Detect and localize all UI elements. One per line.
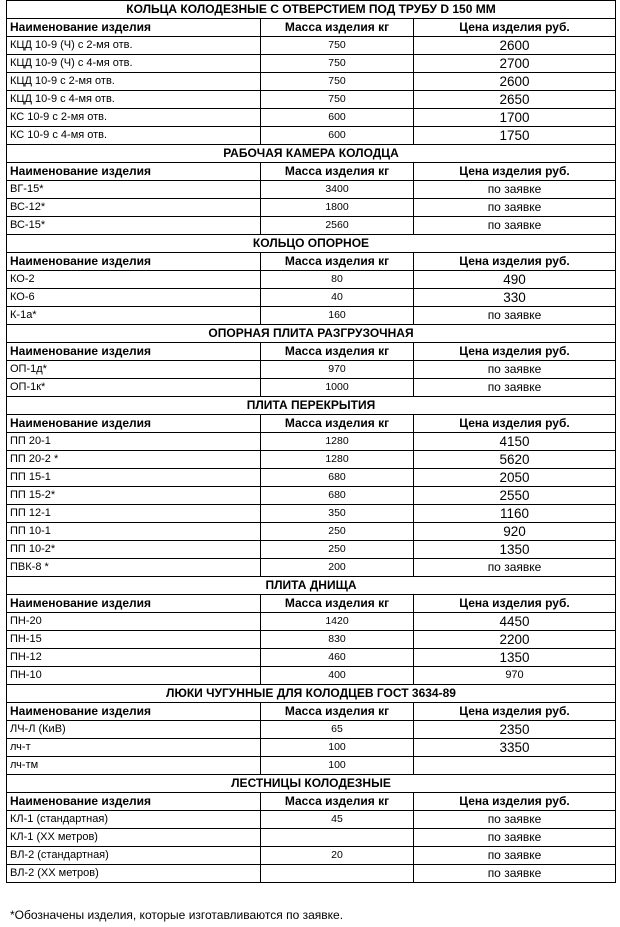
- column-header-price: Цена изделия руб.: [414, 703, 616, 721]
- product-mass: 1280: [261, 433, 414, 451]
- product-name: ПН-15: [7, 631, 261, 649]
- table-row: [7, 73, 616, 91]
- product-name: ПН-12: [7, 649, 261, 667]
- section-title-row: [7, 1, 616, 19]
- column-header-price: Цена изделия руб.: [414, 343, 616, 361]
- table-row: [7, 379, 616, 397]
- product-price: 970: [414, 667, 616, 685]
- table-row: [7, 847, 616, 865]
- column-header-name: Наименование изделия: [7, 793, 261, 811]
- table-row: [7, 181, 616, 199]
- product-price: 4150: [414, 433, 616, 451]
- column-header-name: Наименование изделия: [7, 253, 261, 271]
- column-header-name: Наименование изделия: [7, 703, 261, 721]
- column-header-price: Цена изделия руб.: [414, 253, 616, 271]
- table-row: [7, 127, 616, 145]
- table-row: [7, 487, 616, 505]
- product-name: ПВК-8 *: [7, 559, 261, 577]
- section-title: РАБОЧАЯ КАМЕРА КОЛОДЦА: [7, 145, 616, 163]
- product-name: ПП 10-1: [7, 523, 261, 541]
- section-title: КОЛЬЦА КОЛОДЕЗНЫЕ С ОТВЕРСТИЕМ ПОД ТРУБУ D 150 ММ: [7, 1, 616, 19]
- table-row: [7, 451, 616, 469]
- product-name: ПП 15-1: [7, 469, 261, 487]
- product-name: КС 10-9 с 2-мя отв.: [7, 109, 261, 127]
- product-name: КЛ-1 (ХХ метров): [7, 829, 261, 847]
- column-header-price: Цена изделия руб.: [414, 415, 616, 433]
- product-price: по заявке: [414, 829, 616, 847]
- product-name: КЦД 10-9 с 4-мя отв.: [7, 91, 261, 109]
- section-title: ОПОРНАЯ ПЛИТА РАЗГРУЗОЧНАЯ: [7, 325, 616, 343]
- product-price: 2650: [414, 91, 616, 109]
- table-row: [7, 55, 616, 73]
- product-mass: 45: [261, 811, 414, 829]
- column-header-mass: Масса изделия кг: [261, 163, 414, 181]
- product-mass: 680: [261, 469, 414, 487]
- product-price: 2600: [414, 37, 616, 55]
- column-header-mass: Масса изделия кг: [261, 595, 414, 613]
- product-mass: 2560: [261, 217, 414, 235]
- table-row: [7, 613, 616, 631]
- product-mass: 3400: [261, 181, 414, 199]
- column-header-price: Цена изделия руб.: [414, 163, 616, 181]
- product-name: ВС-12*: [7, 199, 261, 217]
- column-header-mass: Масса изделия кг: [261, 19, 414, 37]
- table-row: [7, 865, 616, 883]
- product-price: 1750: [414, 127, 616, 145]
- section-title: ЛЕСТНИЦЫ КОЛОДЕЗНЫЕ: [7, 775, 616, 793]
- product-mass: 680: [261, 487, 414, 505]
- product-price: по заявке: [414, 181, 616, 199]
- table-row: [7, 829, 616, 847]
- table-row: [7, 649, 616, 667]
- column-header-mass: Масса изделия кг: [261, 793, 414, 811]
- product-price: 2600: [414, 73, 616, 91]
- product-name: ПП 20-1: [7, 433, 261, 451]
- table-row: [7, 199, 616, 217]
- product-name: КО-6: [7, 289, 261, 307]
- product-price: 1350: [414, 541, 616, 559]
- product-price: 2700: [414, 55, 616, 73]
- product-name: лч-т: [7, 739, 261, 757]
- column-header-mass: Масса изделия кг: [261, 343, 414, 361]
- product-mass: 750: [261, 37, 414, 55]
- column-header-row: [7, 415, 616, 433]
- table-row: [7, 811, 616, 829]
- table-row: [7, 109, 616, 127]
- column-header-row: [7, 253, 616, 271]
- table-row: [7, 91, 616, 109]
- product-price: 3350: [414, 739, 616, 757]
- column-header-name: Наименование изделия: [7, 595, 261, 613]
- column-header-mass: Масса изделия кг: [261, 253, 414, 271]
- section-title: ПЛИТА ПЕРЕКРЫТИЯ: [7, 397, 616, 415]
- product-name: ПП 10-2*: [7, 541, 261, 559]
- section-title-row: [7, 325, 616, 343]
- column-header-row: [7, 595, 616, 613]
- product-mass: 830: [261, 631, 414, 649]
- product-price: [414, 757, 616, 775]
- product-mass: 1000: [261, 379, 414, 397]
- product-price: 2550: [414, 487, 616, 505]
- product-name: лч-тм: [7, 757, 261, 775]
- product-mass: 750: [261, 91, 414, 109]
- column-header-price: Цена изделия руб.: [414, 793, 616, 811]
- product-price: по заявке: [414, 865, 616, 883]
- product-name: ВС-15*: [7, 217, 261, 235]
- column-header-price: Цена изделия руб.: [414, 595, 616, 613]
- product-price: 1350: [414, 649, 616, 667]
- product-mass: 1800: [261, 199, 414, 217]
- product-price: 490: [414, 271, 616, 289]
- product-name: КЦД 10-9 (Ч) с 4-мя отв.: [7, 55, 261, 73]
- product-mass: 100: [261, 739, 414, 757]
- column-header-name: Наименование изделия: [7, 163, 261, 181]
- section-title-row: [7, 145, 616, 163]
- product-mass: 970: [261, 361, 414, 379]
- product-price: по заявке: [414, 379, 616, 397]
- table-row: [7, 541, 616, 559]
- product-mass: 160: [261, 307, 414, 325]
- section-title: КОЛЬЦО ОПОРНОЕ: [7, 235, 616, 253]
- product-mass: [261, 829, 414, 847]
- column-header-mass: Масса изделия кг: [261, 415, 414, 433]
- table-row: [7, 307, 616, 325]
- table-row: [7, 721, 616, 739]
- product-name: ОП-1д*: [7, 361, 261, 379]
- product-price: 5620: [414, 451, 616, 469]
- product-price: по заявке: [414, 307, 616, 325]
- product-name: ПП 15-2*: [7, 487, 261, 505]
- product-mass: 400: [261, 667, 414, 685]
- table-row: [7, 217, 616, 235]
- section-title-row: [7, 235, 616, 253]
- table-row: [7, 631, 616, 649]
- product-name: ПП 20-2 *: [7, 451, 261, 469]
- product-price: по заявке: [414, 811, 616, 829]
- product-mass: 250: [261, 541, 414, 559]
- product-name: ЛЧ-Л (КиВ): [7, 721, 261, 739]
- column-header-row: [7, 703, 616, 721]
- table-row: [7, 433, 616, 451]
- section-title-row: [7, 685, 616, 703]
- product-mass: 350: [261, 505, 414, 523]
- price-table: [6, 0, 616, 883]
- column-header-name: Наименование изделия: [7, 343, 261, 361]
- product-price: 2350: [414, 721, 616, 739]
- product-mass: 600: [261, 127, 414, 145]
- product-name: КЦД 10-9 (Ч) с 2-мя отв.: [7, 37, 261, 55]
- column-header-price: Цена изделия руб.: [414, 19, 616, 37]
- product-mass: [261, 865, 414, 883]
- product-name: ПН-20: [7, 613, 261, 631]
- product-mass: 65: [261, 721, 414, 739]
- product-mass: 1280: [261, 451, 414, 469]
- product-name: ПН-10: [7, 667, 261, 685]
- product-price: по заявке: [414, 559, 616, 577]
- product-price: 2050: [414, 469, 616, 487]
- product-name: КС 10-9 с 4-мя отв.: [7, 127, 261, 145]
- product-mass: 200: [261, 559, 414, 577]
- table-row: [7, 739, 616, 757]
- product-name: КЦД 10-9 с 2-мя отв.: [7, 73, 261, 91]
- product-name: ВЛ-2 (стандартная): [7, 847, 261, 865]
- product-price: 330: [414, 289, 616, 307]
- product-name: К-1а*: [7, 307, 261, 325]
- section-title: ЛЮКИ ЧУГУННЫЕ ДЛЯ КОЛОДЦЕВ ГОСТ 3634-89: [7, 685, 616, 703]
- product-price: по заявке: [414, 217, 616, 235]
- section-title-row: [7, 397, 616, 415]
- column-header-row: [7, 19, 616, 37]
- column-header-row: [7, 163, 616, 181]
- product-price: 2200: [414, 631, 616, 649]
- product-price: по заявке: [414, 199, 616, 217]
- column-header-row: [7, 343, 616, 361]
- product-mass: 750: [261, 55, 414, 73]
- product-mass: 460: [261, 649, 414, 667]
- product-price: 1160: [414, 505, 616, 523]
- table-row: [7, 37, 616, 55]
- column-header-row: [7, 793, 616, 811]
- column-header-name: Наименование изделия: [7, 19, 261, 37]
- product-mass: 750: [261, 73, 414, 91]
- table-row: [7, 469, 616, 487]
- product-name: ПП 12-1: [7, 505, 261, 523]
- product-price: 1700: [414, 109, 616, 127]
- product-price: 4450: [414, 613, 616, 631]
- table-row: [7, 757, 616, 775]
- product-mass: 20: [261, 847, 414, 865]
- product-mass: 1420: [261, 613, 414, 631]
- product-name: ВГ-15*: [7, 181, 261, 199]
- product-name: КО-2: [7, 271, 261, 289]
- product-name: ОП-1к*: [7, 379, 261, 397]
- product-price: по заявке: [414, 847, 616, 865]
- table-row: [7, 505, 616, 523]
- product-mass: 250: [261, 523, 414, 541]
- table-row: [7, 523, 616, 541]
- product-price: по заявке: [414, 361, 616, 379]
- section-title-row: [7, 775, 616, 793]
- product-price: 920: [414, 523, 616, 541]
- footnote: *Обозначены изделия, которые изготавливаются по заявке.: [10, 908, 344, 922]
- product-mass: 100: [261, 757, 414, 775]
- table-row: [7, 271, 616, 289]
- product-name: ВЛ-2 (ХХ метров): [7, 865, 261, 883]
- column-header-mass: Масса изделия кг: [261, 703, 414, 721]
- section-title-row: [7, 577, 616, 595]
- product-mass: 600: [261, 109, 414, 127]
- table-row: [7, 289, 616, 307]
- product-mass: 80: [261, 271, 414, 289]
- section-title: ПЛИТА ДНИЩА: [7, 577, 616, 595]
- table-row: [7, 361, 616, 379]
- product-name: КЛ-1 (стандартная): [7, 811, 261, 829]
- column-header-name: Наименование изделия: [7, 415, 261, 433]
- table-row: [7, 667, 616, 685]
- product-mass: 40: [261, 289, 414, 307]
- table-row: [7, 559, 616, 577]
